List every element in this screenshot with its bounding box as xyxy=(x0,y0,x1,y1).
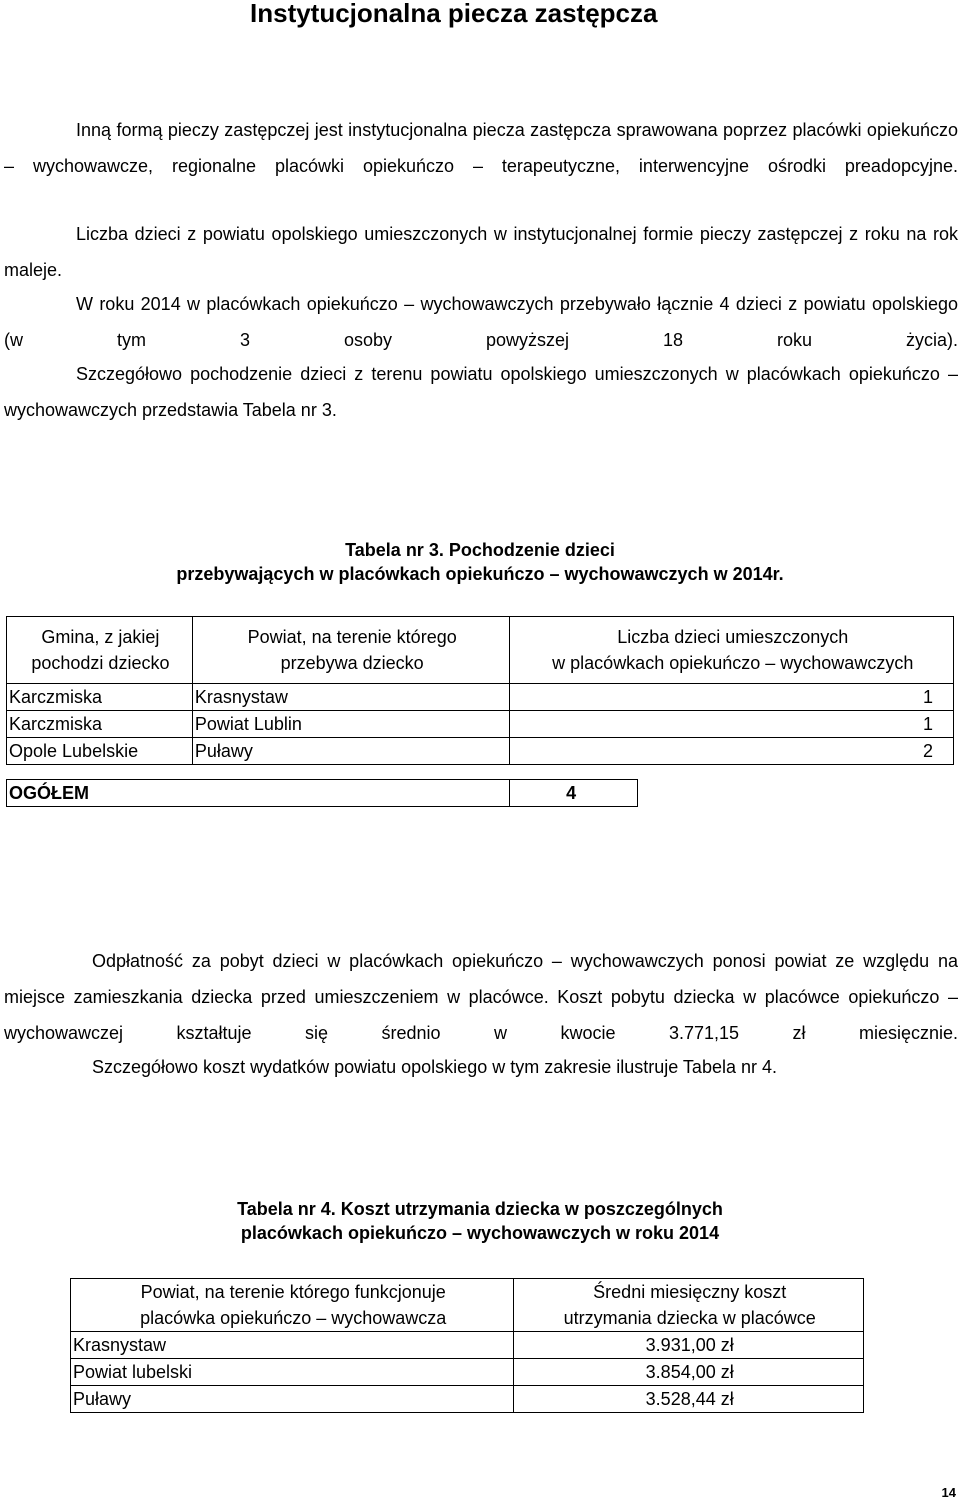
table4-header-koszt: Średni miesięczny koszt utrzymania dziecka w placówce xyxy=(514,1279,864,1332)
table4-cell-koszt: 3.931,00 zł xyxy=(514,1332,864,1359)
table3-caption-line1: Tabela nr 3. Pochodzenie dzieci xyxy=(345,540,615,560)
table-row xyxy=(7,738,954,765)
intro-paragraph-2: Liczba dzieci z powiatu opolskiego umieszczonych w instytucjonalnej formie pieczy zastępczej z roku na rok maleje. xyxy=(4,224,958,280)
intro-paragraph-3: W roku 2014 w placówkach opiekuńczo – wychowawczych przebywało łącznie 4 dzieci z powiatu opolskiego (w tym 3 osoby powyższej 18 roku życia). xyxy=(4,294,958,350)
table3-cell-gmina: Opole Lubelskie xyxy=(7,738,193,765)
table4-header-powiat: Powiat, na terenie którego funkcjonuje placówka opiekuńczo – wychowawcza xyxy=(71,1279,514,1332)
table4-cell-powiat: Puławy xyxy=(71,1386,514,1413)
table3-cell-powiat: Krasnystaw xyxy=(192,684,510,711)
table3-caption-line2: przebywających w placówkach opiekuńczo – wychowawczych w 2014r. xyxy=(176,564,784,584)
table4-cell-powiat: Krasnystaw xyxy=(71,1332,514,1359)
table-row xyxy=(71,1359,864,1386)
table-children-origin xyxy=(6,616,954,765)
table3-cell-liczba: 1 xyxy=(510,711,954,738)
table4-cell-powiat: Powiat lubelski xyxy=(71,1359,514,1386)
table3-cell-gmina: Karczmiska xyxy=(7,684,193,711)
table3-total-value: 4 xyxy=(510,780,638,807)
table-row xyxy=(7,711,954,738)
table-cost xyxy=(70,1278,864,1413)
table4-caption xyxy=(0,1197,960,1245)
intro-paragraph-4: Szczegółowo pochodzenie dzieci z terenu powiatu opolskiego umieszczonych w placówkach opiekuńczo – wychowawczych przedstawia Tabela nr 3. xyxy=(4,364,958,420)
cost-paragraph: Odpłatność za pobyt dzieci w placówkach opiekuńczo – wychowawczych ponosi powiat ze względu na miejsce zamieszkania dziecka przed umieszczeniem w placówce. Koszt pobytu dziecka w placówce opiekuńczo – wychowawczej kształtuje się średnio w kwocie 3.771,15 zł miesięcznie. xyxy=(4,951,958,1043)
table4-cell-koszt: 3.528,44 zł xyxy=(514,1386,864,1413)
table3-cell-liczba: 2 xyxy=(510,738,954,765)
intro-paragraph-1: Inną formą pieczy zastępczej jest instytucjonalna piecza zastępcza sprawowana poprzez placówki opiekuńczo – wychowawcze, regionalne placówki opiekuńczo – terapeutyczne, interwencyjne ośrodki preadopcyjne. xyxy=(4,120,958,176)
table3-cell-liczba: 1 xyxy=(510,684,954,711)
table3-caption xyxy=(0,538,960,586)
table4-caption-line1: Tabela nr 4. Koszt utrzymania dziecka w poszczególnych xyxy=(237,1199,723,1219)
table3-cell-powiat: Puławy xyxy=(192,738,510,765)
table3-cell-powiat: Powiat Lublin xyxy=(192,711,510,738)
table-row xyxy=(7,684,954,711)
table-row xyxy=(71,1332,864,1359)
page-number: 14 xyxy=(941,1485,956,1500)
table3-header-gmina: Gmina, z jakiej pochodzi dziecko xyxy=(7,617,193,684)
table3-total-label: OGÓŁEM xyxy=(7,780,510,807)
table3-header-liczba: Liczba dzieci umieszczonych w placówkach opiekuńczo – wychowawczych xyxy=(510,617,954,684)
table-row xyxy=(71,1386,864,1413)
table3-header-powiat: Powiat, na terenie którego przebywa dziecko xyxy=(192,617,510,684)
table4-caption-line2: placówkach opiekuńczo – wychowawczych w roku 2014 xyxy=(240,1223,720,1243)
table3-cell-gmina: Karczmiska xyxy=(7,711,193,738)
page-title: Instytucjonalna piecza zastępcza xyxy=(250,0,658,28)
table4-cell-koszt: 3.854,00 zł xyxy=(514,1359,864,1386)
table3-total-row xyxy=(6,779,638,807)
cost-detail-paragraph: Szczegółowo koszt wydatków powiatu opolskiego w tym zakresie ilustruje Tabela nr 4. xyxy=(92,1057,777,1077)
